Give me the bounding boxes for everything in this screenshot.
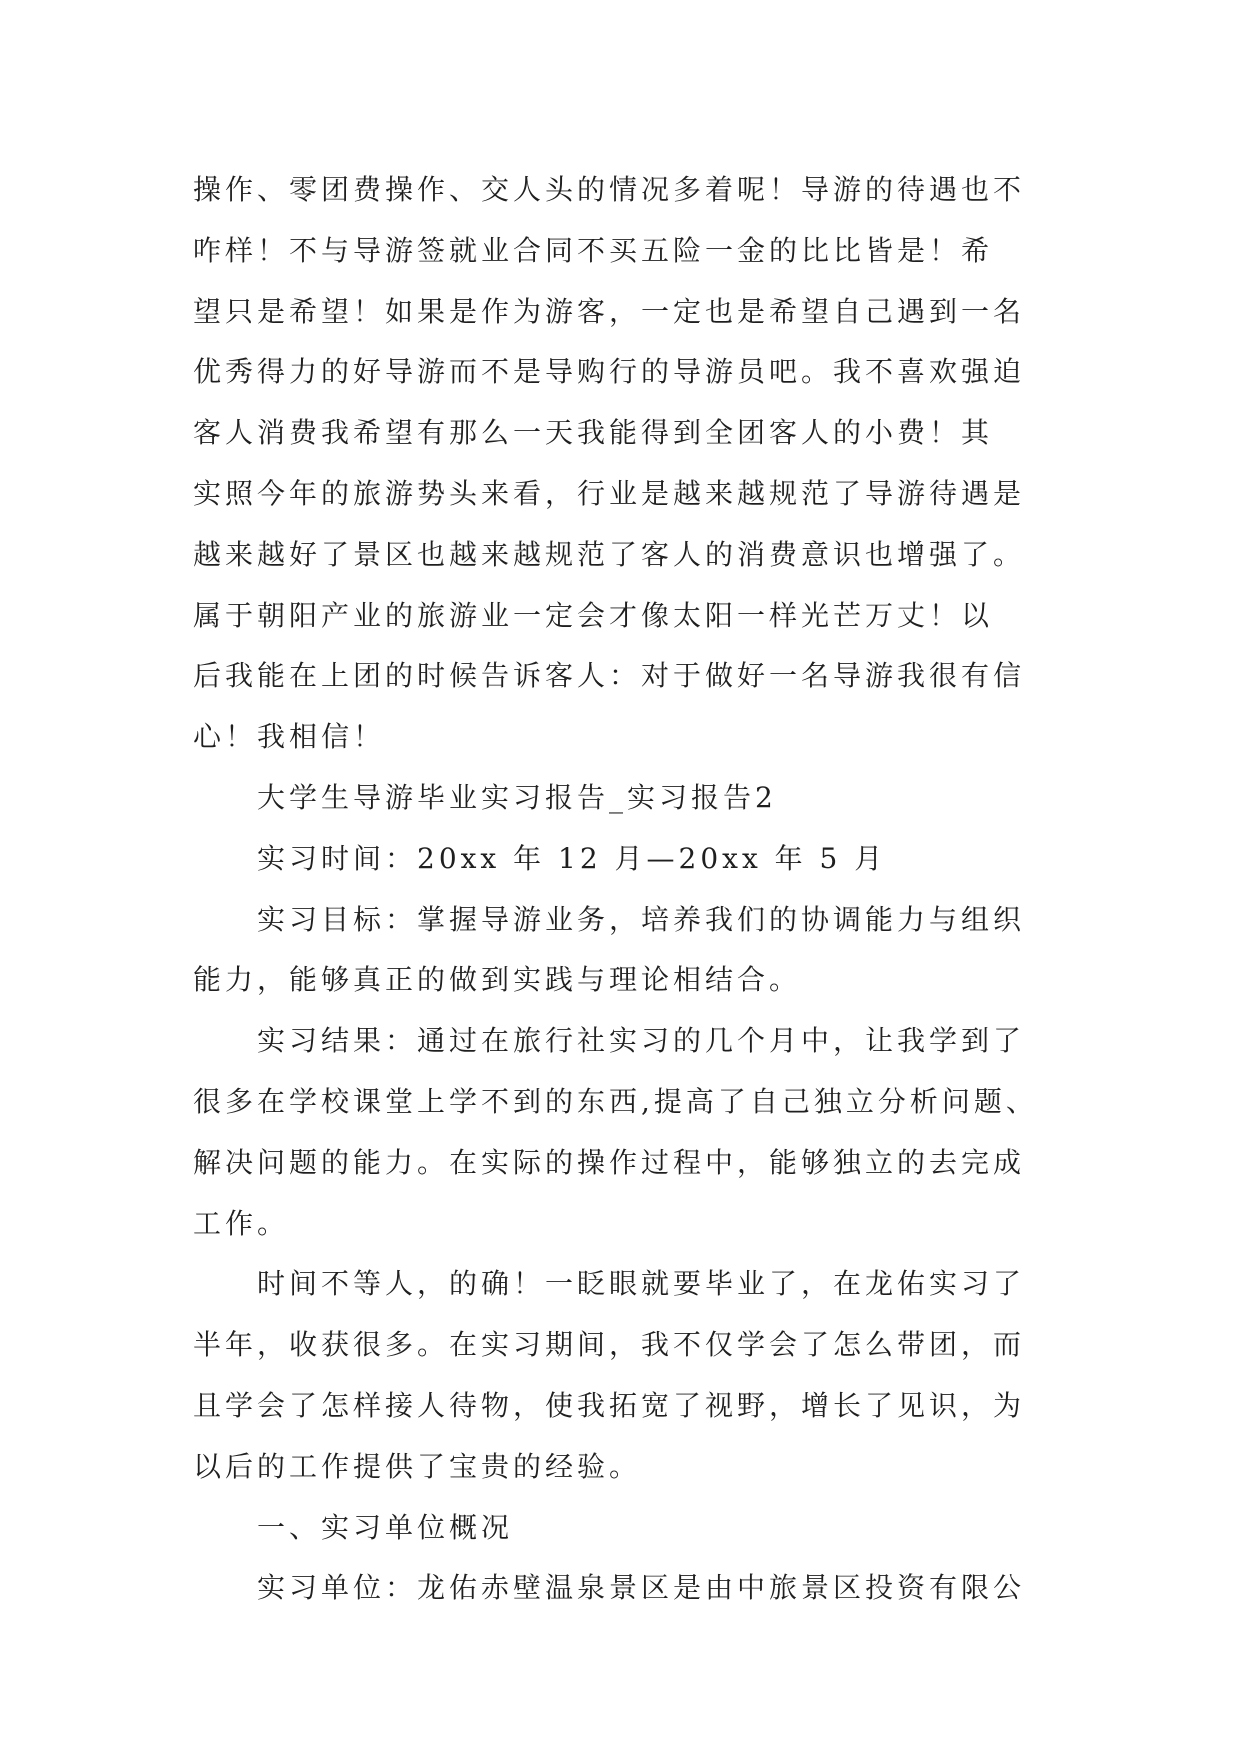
text-line: 工作。 (193, 1206, 290, 1240)
text-line: 优秀得力的好导游而不是导购行的导游员吧。我不喜欢强迫 (193, 355, 1026, 389)
text-line: 属于朝阳产业的旅游业一定会才像太阳一样光芒万丈！以 (193, 598, 994, 632)
text-line: 以后的工作提供了宝贵的经验。 (193, 1449, 642, 1483)
text-line: 实习结果：通过在旅行社实习的几个月中，让我学到了 (257, 1024, 1026, 1058)
text-line: 实照今年的旅游势头来看，行业是越来越规范了导游待遇是 (193, 476, 1026, 510)
text-line: 心！我相信！ (193, 720, 386, 754)
text-line: 越来越好了景区也越来越规范了客人的消费意识也增强了。 (193, 537, 1026, 571)
text-line: 实习时间：20xx 年 12 月—20xx 年 5 月 (257, 841, 887, 875)
text-line: 大学生导游毕业实习报告_实习报告2 (257, 780, 777, 814)
text-line: 实习目标：掌握导游业务，培养我们的协调能力与组织 (257, 902, 1026, 936)
text-line: 且学会了怎样接人待物，使我拓宽了视野，增长了见识，为 (193, 1388, 1026, 1422)
text-line: 解决问题的能力。在实际的操作过程中，能够独立的去完成 (193, 1145, 1026, 1179)
text-line: 一、实习单位概况 (257, 1510, 514, 1544)
text-line: 时间不等人，的确！一眨眼就要毕业了，在龙佑实习了 (257, 1267, 1026, 1301)
text-line: 半年，收获很多。在实习期间，我不仅学会了怎么带团，而 (193, 1328, 1026, 1362)
document-body (193, 160, 1065, 1619)
text-line: 实习单位：龙佑赤壁温泉景区是由中旅景区投资有限公 (257, 1571, 1026, 1605)
text-line: 客人消费我希望有那么一天我能得到全团客人的小费！其 (193, 416, 994, 450)
text-line: 后我能在上团的时候告诉客人：对于做好一名导游我很有信 (193, 659, 1026, 693)
text-line: 望只是希望！如果是作为游客，一定也是希望自己遇到一名 (193, 294, 1026, 328)
text-line: 能力，能够真正的做到实践与理论相结合。 (193, 963, 802, 997)
text-line: 操作、零团费操作、交人头的情况多着呢！导游的待遇也不 (193, 173, 1026, 206)
text-line: 咋样！不与导游签就业合同不买五险一金的比比皆是！希 (193, 233, 994, 267)
text-line: 很多在学校课堂上学不到的东西,提高了自己独立分析问题、 (193, 1084, 1038, 1118)
